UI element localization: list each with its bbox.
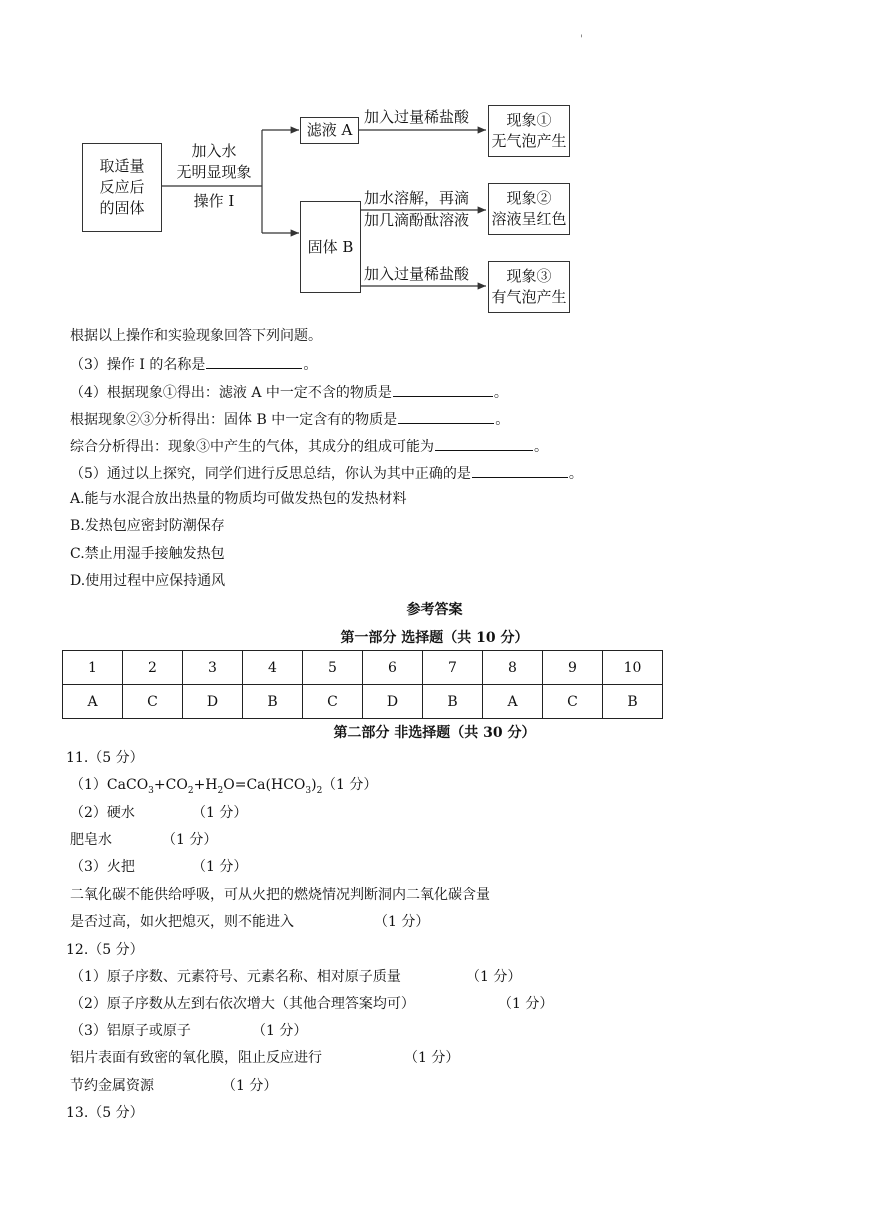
table-value-cell: D — [183, 685, 243, 719]
question-3-text: （3）操作 I 的名称是 — [70, 357, 206, 373]
start-box — [82, 143, 162, 232]
q12-3-score: （1 分） — [252, 1023, 308, 1039]
q12-3b-text: 铝片表面有致密的氧化膜，阻止反应进行 — [70, 1050, 322, 1066]
q12-3 — [70, 1021, 308, 1041]
question-5 — [70, 462, 583, 484]
question-4b-end: 。 — [495, 412, 510, 428]
start-box-line-1: 取适量 — [99, 157, 145, 175]
table-header-cell: 6 — [363, 651, 423, 685]
question-3 — [70, 353, 317, 375]
q12-3b-score: （1 分） — [404, 1050, 460, 1066]
question-3-end: 。 — [303, 357, 318, 373]
q11-3c-score: （1 分） — [374, 914, 430, 930]
table-value-cell: C — [123, 685, 183, 719]
table-value-cell: B — [243, 685, 303, 719]
result3-box — [488, 261, 570, 313]
table-header-cell: 4 — [243, 651, 303, 685]
step-label-line-1: 加入水 — [191, 142, 237, 160]
question-5-end: 。 — [568, 466, 583, 482]
result3-line-1: 现象③ — [506, 267, 552, 285]
arrow2-label-line-1: 加水溶解，再滴 — [364, 189, 470, 207]
table-header-cell: 7 — [423, 651, 483, 685]
q12-title: 12.（5 分） — [66, 942, 144, 958]
q12-2-score: （1 分） — [498, 996, 554, 1012]
q12-1 — [70, 967, 522, 987]
part2-title: 第二部分 非选择题（共 30 分） — [333, 725, 536, 741]
q11-1 — [70, 775, 378, 801]
q11-3-text: （3）火把 — [70, 859, 135, 875]
question-4b — [70, 408, 509, 430]
question-5-text: （5）通过以上探究，同学们进行反思总结，你认为其中正确的是 — [70, 466, 471, 482]
answer-table — [62, 650, 663, 719]
answer-table-header-row — [63, 651, 663, 685]
start-box-line-2: 反应后 — [99, 178, 145, 196]
arrow3-label: 加入过量稀盐酸 — [364, 265, 470, 283]
part1-title: 第一部分 选择题（共 10 分） — [340, 630, 529, 646]
q12-3b — [70, 1048, 460, 1068]
option-d: D.使用过程中应保持通风 — [70, 573, 226, 589]
q11-3-score: （1 分） — [192, 859, 248, 875]
q11-1-prefix: （1） — [70, 777, 107, 793]
table-header-cell: 9 — [543, 651, 603, 685]
q13-title: 13.（5 分） — [66, 1105, 144, 1121]
step-label-line-2: 无明显现象 — [176, 163, 252, 181]
result3-line-2: 有气泡产生 — [491, 288, 567, 306]
q11-1-score: （1 分） — [322, 777, 378, 793]
q11-1-formula: $CaCO_3+CO_2+H_2O=Ca(HCO_3)_2$ — [106, 777, 323, 796]
q12-3c-score: （1 分） — [222, 1078, 278, 1094]
q12-2-text: （2）原子序数从左到右依次增大（其他合理答案均可） — [70, 996, 415, 1012]
answer-blank-q4c[interactable] — [435, 435, 533, 451]
answer-table-value-row — [63, 685, 663, 719]
result1-line-2: 无气泡产生 — [491, 132, 567, 150]
answer-blank-q5[interactable] — [472, 462, 568, 478]
arrow2-label-line-2: 加几滴酚酞溶液 — [364, 211, 470, 229]
result2-line-1: 现象② — [506, 189, 552, 207]
table-header-cell: 2 — [123, 651, 183, 685]
q11-2b — [70, 830, 218, 850]
table-header-cell: 10 — [603, 651, 663, 685]
q12-3-text: （3）铝原子或原子 — [70, 1023, 191, 1039]
option-c: C.禁止用湿手接触发热包 — [70, 546, 225, 562]
q12-1-text: （1）原子序数、元素符号、元素名称、相对原子质量 — [70, 969, 401, 985]
question-4b-text: 根据现象②③分析得出：固体 B 中一定含有的物质是 — [70, 412, 398, 428]
question-4a-text: （4）根据现象①得出：滤液 A 中一定不含的物质是 — [70, 385, 392, 401]
q11-2b-text: 肥皂水 — [70, 832, 112, 848]
question-4a — [70, 381, 508, 403]
table-value-cell: B — [603, 685, 663, 719]
q11-2 — [70, 803, 248, 823]
arrow2-label — [364, 188, 484, 209]
filtrate-a-box: 滤液 A — [300, 117, 359, 144]
table-header-cell: 1 — [63, 651, 123, 685]
table-value-cell: D — [363, 685, 423, 719]
option-b: B.发热包应密封防潮保存 — [70, 518, 225, 534]
answers-title: 参考答案 — [406, 602, 463, 618]
option-a: A.能与水混合放出热量的物质均可做发热包的发热材料 — [70, 491, 407, 507]
answer-blank-q4b[interactable] — [398, 408, 494, 424]
result1-line-1: 现象① — [506, 111, 552, 129]
q11-3c-text: 是否过高，如火把熄灭，则不能进入 — [70, 914, 294, 930]
answer-blank-q4a[interactable] — [393, 381, 493, 397]
question-4a-end: 。 — [493, 385, 508, 401]
q12-3c — [70, 1076, 278, 1096]
table-value-cell: C — [543, 685, 603, 719]
q11-3b: 二氧化碳不能供给呼吸，可从火把的燃烧情况判断洞内二氧化碳含量 — [70, 887, 490, 903]
q11-2-score: （1 分） — [192, 805, 248, 821]
operation-label: 操作 I — [193, 192, 235, 210]
question-4c-text: 综合分析得出：现象③中产生的气体，其成分的组成可能为 — [70, 439, 434, 455]
table-value-cell: A — [63, 685, 123, 719]
answer-blank-q3[interactable] — [206, 353, 302, 369]
arrow1-label: 加入过量稀盐酸 — [364, 108, 470, 126]
solid-b-box: 固体 B — [300, 201, 361, 293]
result2-box — [488, 183, 570, 235]
table-header-cell: 5 — [303, 651, 363, 685]
q12-3c-text: 节约金属资源 — [70, 1078, 154, 1094]
q11-title: 11.（5 分） — [66, 750, 144, 766]
result1-box — [488, 105, 570, 157]
q11-3c — [70, 912, 430, 932]
table-value-cell: B — [423, 685, 483, 719]
page-mark: ' — [580, 34, 583, 45]
result2-line-2: 溶液呈红色 — [491, 210, 567, 228]
step-label-top — [168, 141, 260, 183]
questions-intro: 根据以上操作和实验现象回答下列问题。 — [70, 328, 322, 344]
q11-2-text: （2）硬水 — [70, 805, 135, 821]
table-value-cell: A — [483, 685, 543, 719]
start-box-line-3: 的固体 — [99, 199, 145, 217]
question-4c — [70, 435, 548, 457]
q12-2 — [70, 994, 554, 1014]
table-value-cell: C — [303, 685, 363, 719]
question-4c-end: 。 — [534, 439, 548, 455]
q12-1-score: （1 分） — [466, 969, 522, 985]
q11-3 — [70, 857, 248, 877]
table-header-cell: 3 — [183, 651, 243, 685]
table-header-cell: 8 — [483, 651, 543, 685]
q11-2b-score: （1 分） — [162, 832, 218, 848]
